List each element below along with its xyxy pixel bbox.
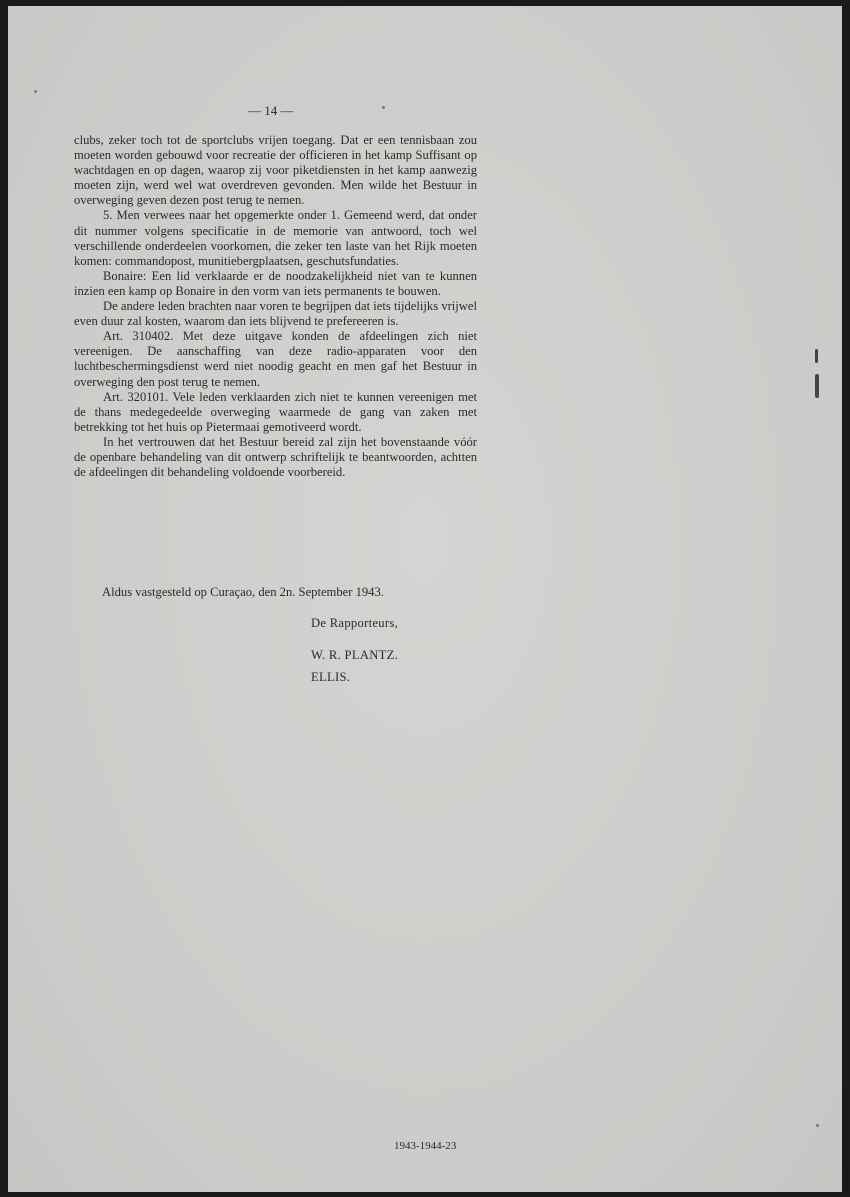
footer-code: 1943-1944-23 [394,1140,457,1152]
signature-title: De Rapporteurs, [311,616,399,630]
margin-mark [815,349,818,363]
paragraph-1: clubs, zeker toch tot de sportclubs vrijen toegang. Dat er een tennisbaan zou moeten worden gebouwd voor recreatie der officieren in het kamp Suffisant op wachtdagen en op dagen, waarop zij voor piketdiensten in het kamp aanwezig moeten zijn, werd wel wat overdreven gevonden. Men wilde het Bestuur in overweging geven dezen post terug te nemen. [74,133,477,208]
page-number: — 14 — [248,103,294,118]
paragraph-4: De andere leden brachten naar voren te begrijpen dat iets tijdelijks vrijwel even duur zal kosten, waarom dan iets blijvend te prefereeren is. [74,299,477,329]
paragraph-7: In het vertrouwen dat het Bestuur bereid zal zijn het bovenstaande vóór de openbare behandeling van dit ontwerp schriftelijk te beantwoorden, achtten de afdeelingen dit behandeling voldoende voorbereid. [74,434,477,480]
signatory-name: ELLIS. [311,670,351,684]
paragraph-3: Bonaire: Een lid verklaarde er de noodzakelijkheid niet van te kunnen inzien een kamp op Bonaire in den vorm van iets permanents te bouwen. [74,268,477,298]
margin-mark [815,374,819,398]
paragraph-2: 5. Men verwees naar het opgemerkte onder 1. Gemeend werd, dat onder dit nummer volgens specificatie in de memorie van antwoord, toch wel verschillende onderdeelen voorkomen, die zeker ten laste van het Rijk moeten komen: commandopost, munitiebergplaatsen, geschutsfundaties. [74,208,477,268]
paragraph-5: Art. 310402. Met deze uitgave konden de afdeelingen zich niet vereenigen. De aanschaffing van deze radio-apparaten voor den luchtbeschermingsdienst werd niet noodig geacht en men gaf het Bestuur in overweging den post terug te nemen. [74,329,477,389]
paper-speck [816,1124,819,1127]
signatory-name: W. R. PLANTZ. [311,648,399,662]
closing-statement: Aldus vastgesteld op Curaçao, den 2n. September 1943. [102,585,384,599]
paragraph-6: Art. 320101. Vele leden verklaarden zich niet te kunnen vereenigen met de thans medegedeelde overweging waarmede de gang van zaken met betrekking tot het huis op Pietermaai gemotiveerd wordt. [74,389,477,434]
document-page [8,6,842,1192]
body-text [74,133,477,480]
paper-speck [382,106,385,109]
paper-speck [34,90,37,93]
